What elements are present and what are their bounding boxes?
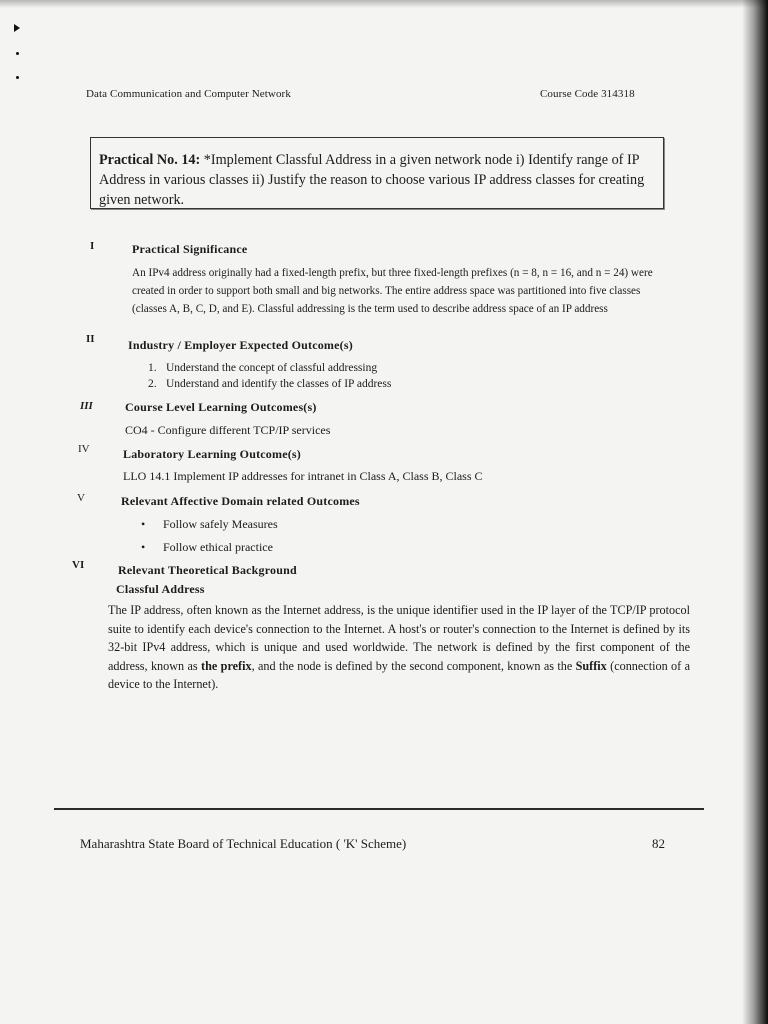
page-number: 82 xyxy=(652,836,665,851)
section-title: Relevant Theoretical Background xyxy=(118,563,297,577)
section-title: Course Level Learning Outcomes(s) xyxy=(125,400,317,414)
section-number: II xyxy=(86,333,95,345)
footer-divider xyxy=(54,808,704,810)
theory-paragraph: The IP address, often known as the Internet address, is the unique identifier used in the IP layer of the TCP/IP protocol suite to identify each device's connection to the Internet. A host's or router's connection to the Internet is defined by its 32-bit IPv4 address, which is unique and used worldwide. The network is defined by the first component of the address, known as the prefix, and the node is defined by the second component, known as the Suffix (connection of a device to the Internet). xyxy=(108,603,690,691)
section-title: Laboratory Learning Outcome(s) xyxy=(123,447,301,461)
section-number: III xyxy=(80,400,93,412)
section-number: V xyxy=(77,492,85,504)
section-number: I xyxy=(90,240,95,252)
section-title: Practical Significance xyxy=(132,242,248,256)
section-body: LLO 14.1 Implement IP addresses for intranet in Class A, Class B, Class C xyxy=(123,469,483,483)
section-number: VI xyxy=(72,559,85,571)
binder-mark xyxy=(14,24,20,32)
page-edge-shadow xyxy=(742,0,768,1024)
list-item: • Follow safely Measures xyxy=(141,517,278,531)
section-title: Relevant Affective Domain related Outcomes xyxy=(121,494,360,508)
outcome-list xyxy=(148,360,391,392)
practical-number: Practical No. 14: xyxy=(99,152,201,168)
binder-dot xyxy=(16,76,19,79)
binder-dot xyxy=(16,52,19,55)
header-course-code: Course Code 314318 xyxy=(540,88,635,100)
practical-title-text: *Implement Classful Address in a given network node i) Identify range of IP Address in various classes ii) Justify the reason to choose various IP address classes for creating given network. xyxy=(99,152,645,208)
section-body: CO4 - Configure different TCP/IP services xyxy=(125,423,331,437)
section-number: IV xyxy=(78,443,90,455)
section-title: Industry / Employer Expected Outcome(s) xyxy=(128,338,353,352)
list-item: • Follow ethical practice xyxy=(141,540,273,554)
header-course-name: Data Communication and Computer Network xyxy=(86,88,291,100)
list-item: 2. Understand and identify the classes of IP address xyxy=(148,378,392,390)
practical-title-box xyxy=(90,137,664,209)
list-item: 1. Understand the concept of classful addressing xyxy=(148,362,378,374)
section-body: An IPv4 address originally had a fixed-length prefix, but three fixed-length prefixes (n = 8, n = 16, and n = 24) were created in order to support both small and big networks. The entire address space was partitioned into five classes (classes A, B, C, D, and E). Classful addressing is the term used to describe address space of an IP address xyxy=(132,267,653,315)
page-top-edge xyxy=(0,0,768,8)
footer-board-name: Maharashtra State Board of Technical Education ( 'K' Scheme) xyxy=(80,836,407,851)
section-subtitle: Classful Address xyxy=(116,582,205,596)
